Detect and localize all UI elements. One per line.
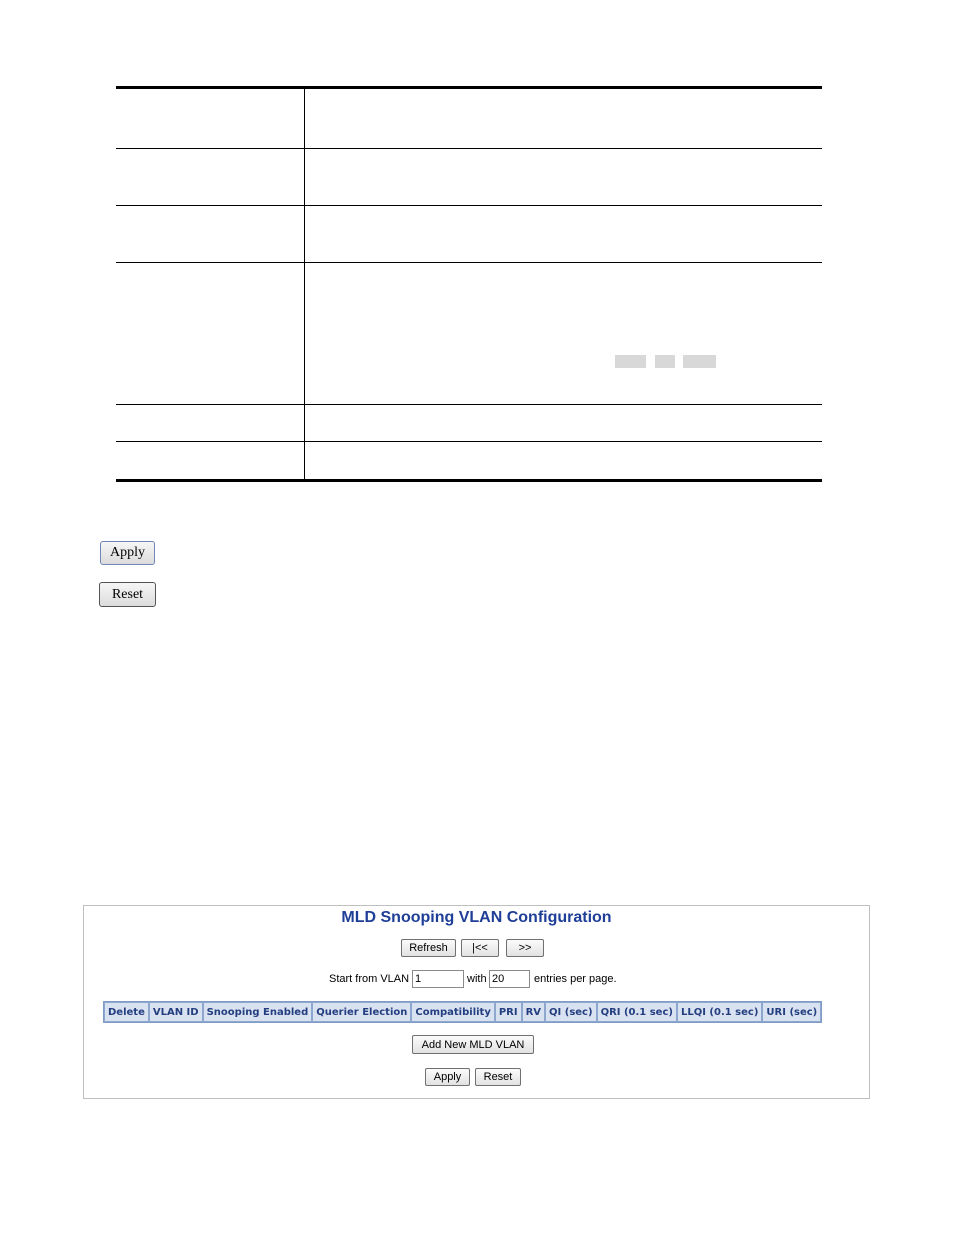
table-row xyxy=(116,148,822,205)
highlight-swatch xyxy=(655,355,675,368)
col-uri: URI (sec) xyxy=(762,1002,821,1022)
col-qri: QRI (0.1 sec) xyxy=(597,1002,677,1022)
entries-label: entries per page. xyxy=(534,973,617,985)
table-row xyxy=(116,404,822,441)
next-page-button[interactable]: >> xyxy=(506,939,544,957)
apply-button-image[interactable]: Apply xyxy=(100,541,155,565)
highlight-swatch xyxy=(615,355,646,368)
panel-title: MLD Snooping VLAN Configuration xyxy=(341,909,612,926)
vlan-table xyxy=(103,1001,822,1023)
table-row xyxy=(116,205,822,262)
col-compatibility: Compatibility xyxy=(411,1002,494,1022)
header-row xyxy=(104,1002,821,1022)
add-new-mld-vlan-button[interactable]: Add New MLD VLAN xyxy=(412,1035,534,1054)
entries-per-page-input[interactable] xyxy=(489,970,530,988)
apply-button[interactable]: Apply xyxy=(425,1068,470,1086)
col-vlan-id: VLAN ID xyxy=(149,1002,203,1022)
with-label: with xyxy=(467,973,487,985)
highlight-swatch xyxy=(683,355,716,368)
start-vlan-input[interactable] xyxy=(412,970,464,988)
first-page-button[interactable]: |<< xyxy=(461,939,499,957)
col-delete: Delete xyxy=(104,1002,149,1022)
table-row xyxy=(116,262,822,404)
reset-button-image[interactable]: Reset xyxy=(99,582,156,607)
refresh-button[interactable]: Refresh xyxy=(401,939,456,957)
table-row xyxy=(116,86,822,148)
mld-vlan-config-panel xyxy=(83,905,870,1099)
col-rv: RV xyxy=(522,1002,545,1022)
col-llqi: LLQI (0.1 sec) xyxy=(677,1002,762,1022)
reset-button[interactable]: Reset xyxy=(475,1068,521,1086)
parameter-table xyxy=(116,86,822,479)
col-pri: PRI xyxy=(495,1002,522,1022)
col-querier-election: Querier Election xyxy=(312,1002,411,1022)
table-bottom-rule xyxy=(116,479,822,482)
table-row xyxy=(116,441,822,479)
col-qi: QI (sec) xyxy=(545,1002,597,1022)
col-snooping-enabled: Snooping Enabled xyxy=(203,1002,313,1022)
start-from-label: Start from VLAN xyxy=(329,973,410,985)
